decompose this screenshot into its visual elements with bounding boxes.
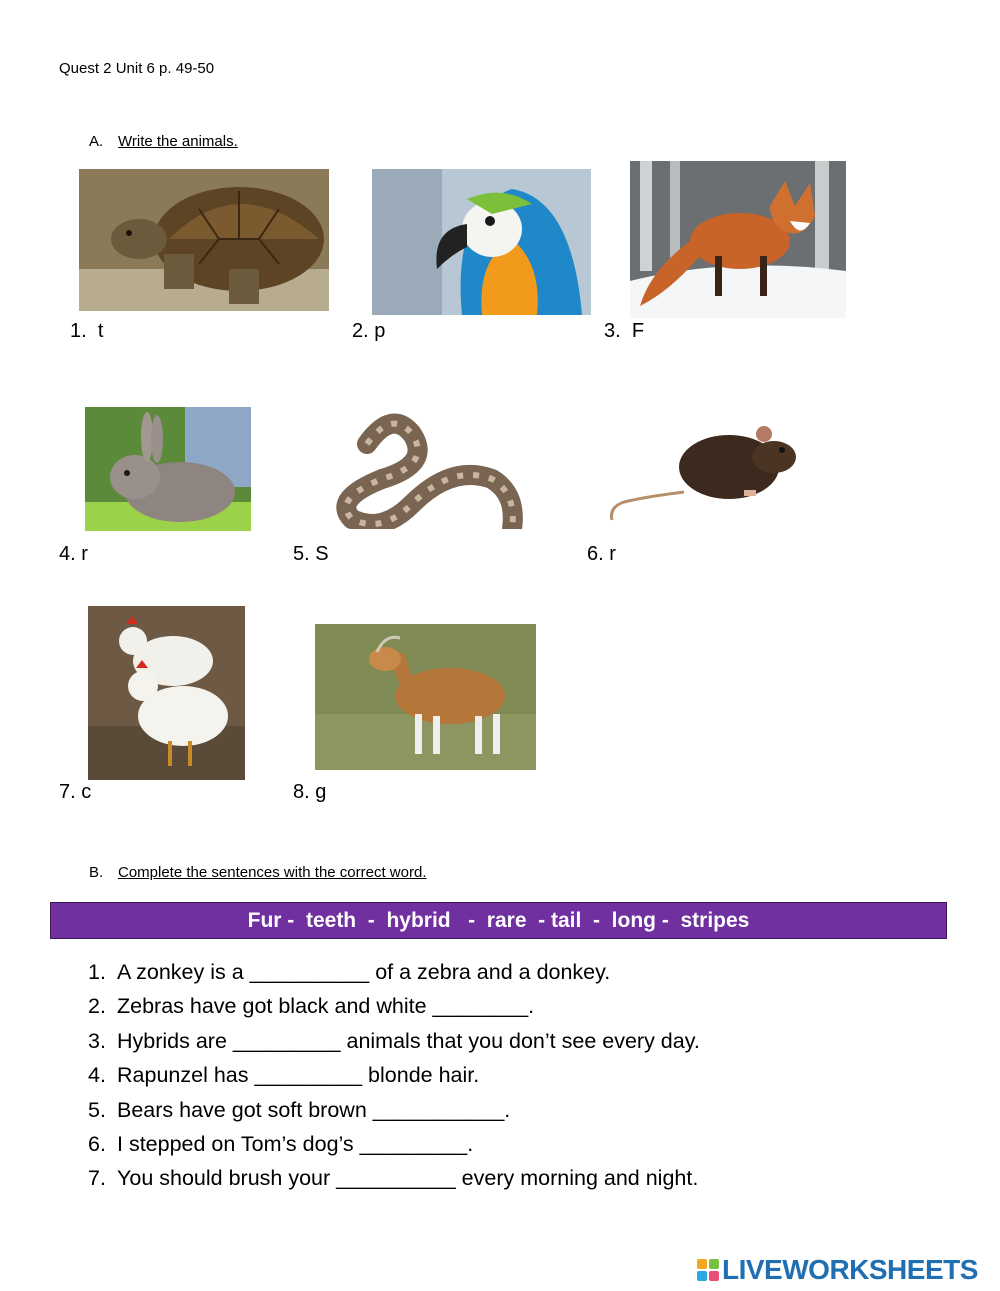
answer-label-7 — [59, 781, 91, 804]
answer-label-6 — [587, 543, 616, 566]
sentence-list — [88, 955, 700, 1196]
sentence-item — [88, 1093, 700, 1127]
sentence-text: Zebras have got black and white ________. — [117, 994, 535, 1019]
answer-hint: r — [81, 543, 88, 565]
snake-image — [322, 409, 528, 529]
section-a-letter: A. — [89, 133, 104, 150]
tortoise-image — [79, 169, 329, 311]
sentence-item — [88, 989, 700, 1023]
answer-hint: S — [315, 543, 329, 565]
logo-tile — [709, 1259, 719, 1269]
sentence-text: Bears have got soft brown ___________. — [117, 1097, 511, 1122]
sentence-item — [88, 955, 700, 989]
logo-tile — [697, 1271, 707, 1281]
item-number: 3. — [604, 320, 621, 342]
sentence-text: Hybrids are _________ animals that you don’t see every day. — [117, 1028, 700, 1053]
answer-label-1 — [70, 320, 103, 343]
item-number: 1. — [70, 320, 87, 342]
answer-label-8 — [293, 781, 326, 804]
logo-tile — [697, 1259, 707, 1269]
sentence-number: 3. — [88, 1028, 106, 1053]
fox-image — [630, 161, 846, 318]
rat-image — [604, 412, 802, 528]
answer-label-4 — [59, 543, 88, 566]
liveworksheets-logo[interactable] — [697, 1255, 978, 1285]
section-a-heading — [89, 133, 238, 150]
rabbit-image — [85, 407, 251, 531]
item-number: 4. — [59, 543, 76, 565]
chickens-image — [88, 606, 245, 780]
answer-hint: r — [609, 543, 616, 565]
sentence-text: You should brush your __________ every morning and night. — [117, 1166, 699, 1191]
answer-label-5 — [293, 543, 329, 566]
sentence-number: 7. — [88, 1166, 106, 1191]
answer-hint: F — [631, 320, 645, 342]
section-b-letter: B. — [89, 864, 104, 881]
answer-label-3 — [604, 320, 644, 343]
section-b-heading — [89, 864, 426, 881]
answer-hint: c — [81, 781, 92, 803]
section-b-title: Complete the sentences with the correct word. — [118, 864, 427, 881]
sentence-number: 6. — [88, 1132, 106, 1157]
sentence-number: 2. — [88, 994, 106, 1019]
sentence-text: I stepped on Tom’s dog’s _________. — [117, 1132, 474, 1157]
goat-image — [315, 624, 536, 770]
logo-tiles-icon — [697, 1259, 719, 1281]
item-number: 8. — [293, 781, 310, 803]
worksheet-header: Quest 2 Unit 6 p. 49-50 — [59, 60, 215, 77]
word-bank: Fur - teeth - hybrid - rare - tail - long - stripes — [50, 902, 947, 939]
section-a-title: Write the animals. — [118, 133, 238, 150]
sentence-text: A zonkey is a __________ of a zebra and a donkey. — [117, 960, 611, 984]
answer-hint: t — [97, 320, 104, 342]
sentence-number: 5. — [88, 1097, 106, 1122]
sentence-text: Rapunzel has _________ blonde hair. — [117, 1063, 480, 1088]
sentence-number: 1. — [88, 960, 106, 984]
answer-hint: p — [374, 320, 386, 342]
item-number: 2. — [352, 320, 369, 342]
item-number: 5. — [293, 543, 310, 565]
parrot-image — [372, 169, 591, 315]
answer-label-2 — [352, 320, 385, 343]
sentence-item — [88, 1058, 700, 1092]
item-number: 6. — [587, 543, 604, 565]
logo-text: LIVEWORKSHEETS — [722, 1254, 978, 1285]
sentence-item — [88, 1127, 700, 1161]
sentence-number: 4. — [88, 1063, 106, 1088]
sentence-item — [88, 1161, 700, 1195]
logo-tile — [709, 1271, 719, 1281]
item-number: 7. — [59, 781, 76, 803]
answer-hint: g — [315, 781, 327, 803]
sentence-item — [88, 1024, 700, 1058]
